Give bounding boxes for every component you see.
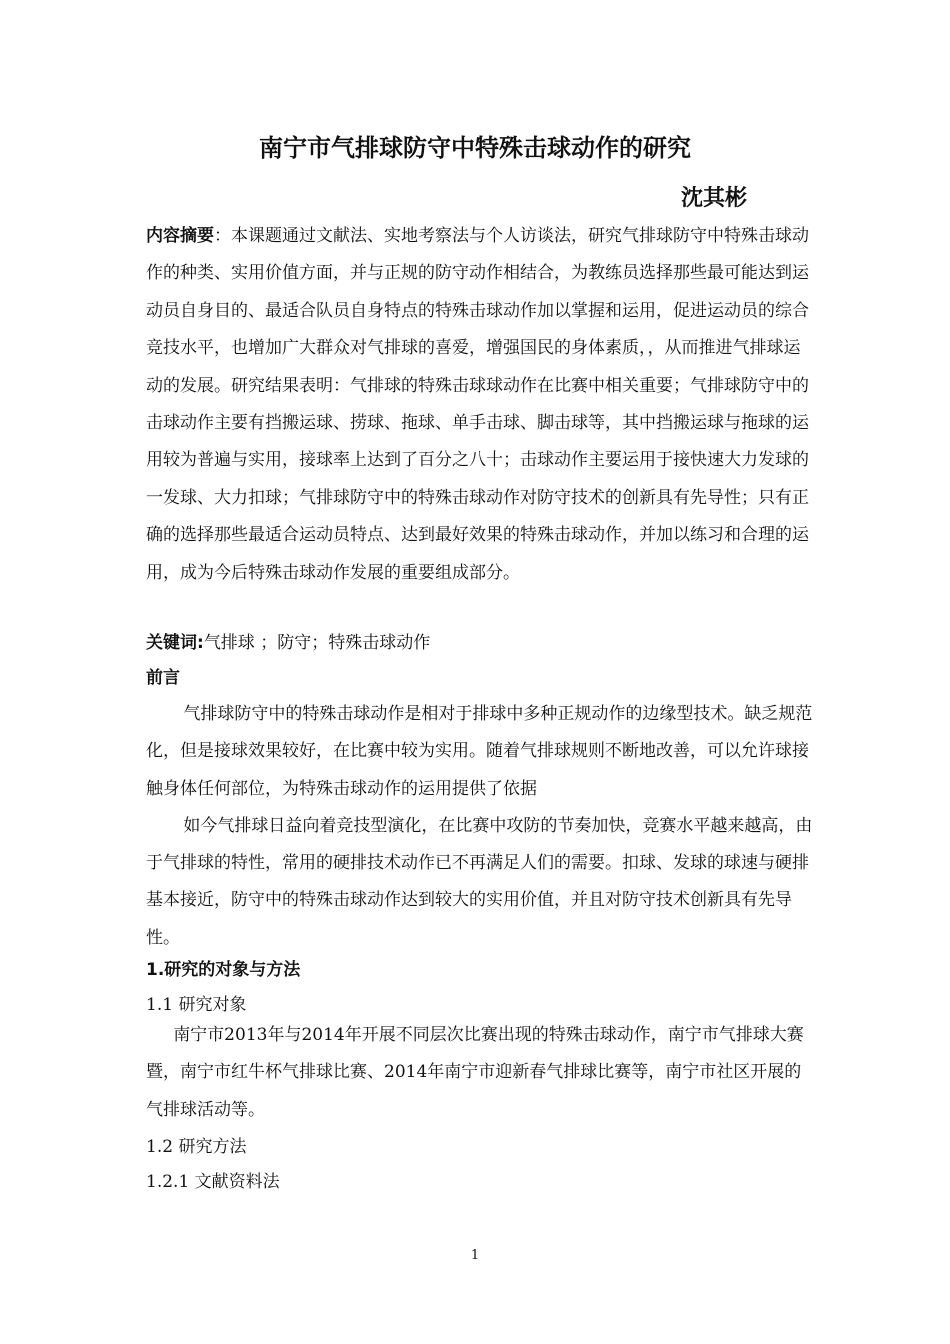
- author-name: 沈其彬: [681, 186, 748, 211]
- subsection-1-1-text: 南宁市2013年与2014年开展不同层次比赛出现的特殊击球动作，南宁市气排球大赛暨，南宁市红牛杯气排球比赛、2014年南宁市迎新春气排球比赛等，南宁市社区开展的气排球活动等。: [146, 1025, 804, 1120]
- abstract-paragraph: [146, 218, 816, 592]
- preface-body: [146, 696, 822, 957]
- subsection-1-2-heading: 1.2 研究方法: [146, 1137, 247, 1157]
- keywords-label: 关键词:: [146, 633, 204, 653]
- abstract-label: 内容摘要: [146, 226, 214, 246]
- subsection-1-2-1-heading: 1.2.1 文献资料法: [146, 1172, 280, 1192]
- preface-heading: 前言: [146, 668, 180, 688]
- document-title: 南宁市气排球防守中特殊击球动作的研究: [259, 134, 691, 162]
- subsection-1-1-heading: 1.1 研究对象: [146, 995, 247, 1015]
- section-1-heading: 1.研究的对象与方法: [146, 960, 301, 980]
- keywords-line: [146, 627, 430, 659]
- preface-paragraph-2: 如今气排球日益向着竞技型演化，在比赛中攻防的节奏加快，竞赛水平越来越高，由于气排球的特性，常用的硬排技术动作已不再满足人们的需要。扣球、发球的球速与硬排基本接近，防守中的特殊击球动作达到较大的实用价值，并且对防守技术创新具有先导性。: [146, 815, 813, 948]
- page-number: 1: [470, 1248, 480, 1263]
- abstract-text: ：本课题通过文献法、实地考察法与个人访谈法，研究气排球防守中特殊击球动作的种类、实用价值方面，并与正规的防守动作相结合，为教练员选择那些最可能达到运动员自身目的、最适合队员自身特点的特殊击球动作加以掌握和运用，促进运动员的综合竞技水平，也增加广大群众对气排球的喜爱，增强国民的身体素质，，从而推进气排球运动的发展。研究结果表明：气排球的特殊击球球动作在比赛中相关重要；气排球防守中的击球动作主要有挡搬运球、捞球、拖球、单手击球、脚击球等，其中挡搬运球与拖球的运用较为普遍与实用，接球率上达到了百分之八十；击球动作主要运用于接快速大力发球的一发球、大力扣球；气排球防守中的特殊击球动作对防守技术的创新具有先导性；只有正确的选择那些最适合运动员特点、达到最好效果的特殊击球动作，并加以练习和合理的运用，成为今后特殊击球动作发展的重要组成部分。: [146, 226, 809, 583]
- preface-paragraph-1: 气排球防守中的特殊击球动作是相对于排球中多种正规动作的边缘型技术。缺乏规范化，但是接球效果较好，在比赛中较为实用。随着气排球规则不断地改善，可以允许球接触身体任何部位，为特殊击球动作的运用提供了依据: [146, 704, 813, 799]
- subsection-1-1-paragraph: [146, 1017, 816, 1129]
- keywords-text: 气排球 ；防守；特殊击球动作: [203, 633, 431, 653]
